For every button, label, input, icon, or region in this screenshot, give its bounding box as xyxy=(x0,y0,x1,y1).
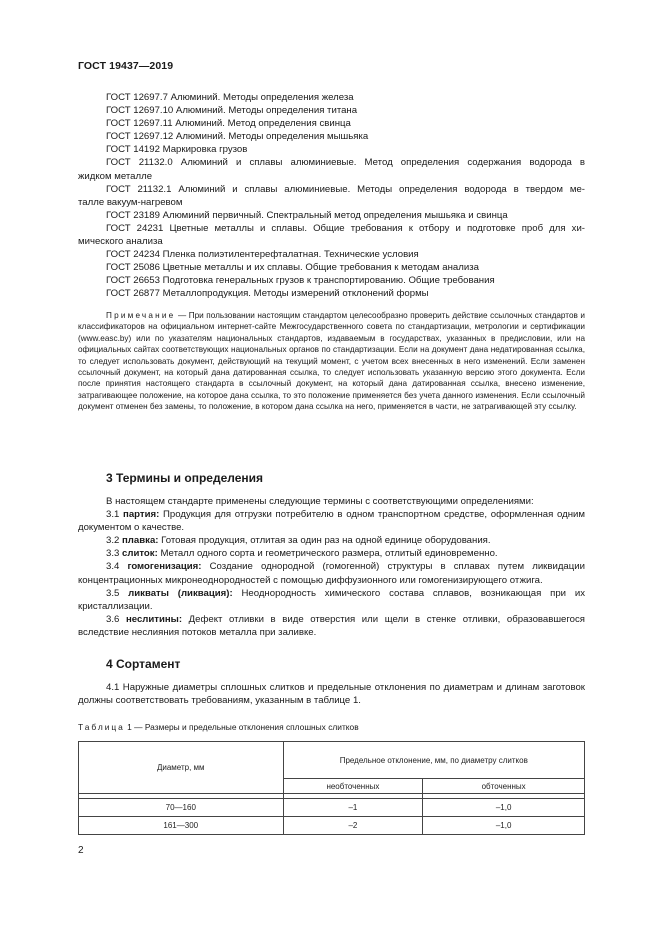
reference-item: ГОСТ 12697.11 Алюминий. Метод определения свинца xyxy=(106,118,351,130)
reference-item: ГОСТ 25086 Цветные металлы и их сплавы. Общие требования к методам анализа xyxy=(106,262,479,274)
reference-item: ГОСТ 21132.1 Алюминий и сплавы алюминиевые. Методы определения водорода в твердом ме- талле вакуум-нагревом xyxy=(78,183,585,208)
term-definition: 3.6 неслитины: Дефект отливки в виде отверстия или щели в стенке отливки, образовавшегося вследствие неслияния потоков металла при заливке. xyxy=(78,613,585,638)
normative-references-list xyxy=(78,91,585,301)
table-1 xyxy=(78,741,585,835)
term-definition: 3.4 гомогенизация: Создание однородной (гомогенной) структуры в сплавах путем ликвидации концентрационных микронеоднородностей с помощью диффузионного или гомогенизирующего отжига. xyxy=(78,561,585,586)
section-4-body xyxy=(78,681,585,707)
section-4-paragraph: 4.1 Наружные диаметры сплошных слитков и предельные отклонения по диаметрам и длинам заготовок должны соответствовать требованиям, указанным в таблице 1. xyxy=(78,682,585,707)
reference-item: ГОСТ 14192 Маркировка грузов xyxy=(106,144,248,156)
reference-item: ГОСТ 26877 Металлопродукция. Методы измерений отклонений формы xyxy=(106,288,429,300)
standard-title: ГОСТ 19437—2019 xyxy=(78,60,174,72)
table-row: 70—160 –1 –1,0 xyxy=(79,799,585,817)
note-text: — При пользовании настоящим стандартом целесообразно проверить действие ссылочных стандартов и классификаторов на официальном интернет-сайте Межгосударственного совета по стандартизации, метрологии и сертификации (www.easc.by) или по указателям национальных стандартов, издаваемым в государствах, указанных в предисловии, или на официальных сайтах соответствующих национальных органов по стандартизации. Если на документ дана недатированная ссылка, то следует использовать документ, действующий на текущий момент, с учетом всех внесенных в него изменений. Если заменен ссылочный документ, на который дана датированная ссылка, то следует использовать указанную версию этого документа. Если после принятия настоящего стандарта в ссылочный документ, на который дана датированная ссылка, внесено изменение, затрагивающее положение, на которое дана ссылка, то это положение применяется без учета данного изменения. Если ссылочный документ отменен без замены, то положение, в котором дана ссылка на него, применяется в части, не затрагивающей эту ссылку. xyxy=(78,311,585,412)
reference-item: ГОСТ 24231 Цветные металлы и сплавы. Общие требования к отбору и подготовке проб для хи- мического анализа xyxy=(78,222,585,248)
reference-item: ГОСТ 12697.12 Алюминий. Методы определения мышьяка xyxy=(106,131,369,143)
reference-item: ГОСТ 24234 Пленка полиэтилентерефталатная. Технические условия xyxy=(106,249,419,261)
reference-item: ГОСТ 21132.0 Алюминий и сплавы алюминиевые. Метод определения содержания водорода в жидком металле xyxy=(78,157,585,182)
section-3-body xyxy=(78,495,585,639)
page-number: 2 xyxy=(78,845,84,856)
section-4-heading: 4 Сортамент xyxy=(106,657,181,671)
header-diameter: Диаметр, мм xyxy=(79,742,284,794)
section-3-heading: 3 Термины и определения xyxy=(106,471,264,485)
term-definition: 3.1 партия: Продукция для отгрузки потребителю в одном транспортном средстве, оформленная одним документом о качестве. xyxy=(78,509,585,534)
reference-item: ГОСТ 26653 Подготовка генеральных грузов к транспортированию. Общие требования xyxy=(106,275,495,287)
term-definition: 3.3 слиток: Металл одного сорта и геометрического размера, отлитый единовременно. xyxy=(106,548,498,560)
term-definition: 3.5 ликваты (ликвация): Неоднородность химического состава сплавов, возникающая при их кристаллизации. xyxy=(78,587,585,612)
table-row: 161—300 –2 –1,0 xyxy=(79,817,585,835)
reference-item: ГОСТ 12697.7 Алюминий. Методы определения железа xyxy=(106,92,354,103)
note-label: Примечание xyxy=(106,311,176,320)
section-3-intro: В настоящем стандарте применены следующие термины с соответствующими определениями: xyxy=(106,496,534,507)
header-turned: обточенных xyxy=(423,779,585,794)
header-unturned: необточенных xyxy=(283,779,423,794)
reference-item: ГОСТ 23189 Алюминий первичный. Спектральный метод определения мышьяка и свинца xyxy=(106,209,508,221)
table-caption: Таблица 1 — Размеры и предельные отклонения сплошных слитков xyxy=(78,722,359,732)
reference-item: ГОСТ 12697.10 Алюминий. Методы определения титана xyxy=(106,105,358,117)
term-definition: 3.2 плавка: Готовая продукция, отлитая за один раз на одной единице оборудования. xyxy=(106,535,491,547)
header-deviation-group: Предельное отклонение, мм, по диаметру слитков xyxy=(283,742,584,779)
references-note xyxy=(78,310,585,413)
